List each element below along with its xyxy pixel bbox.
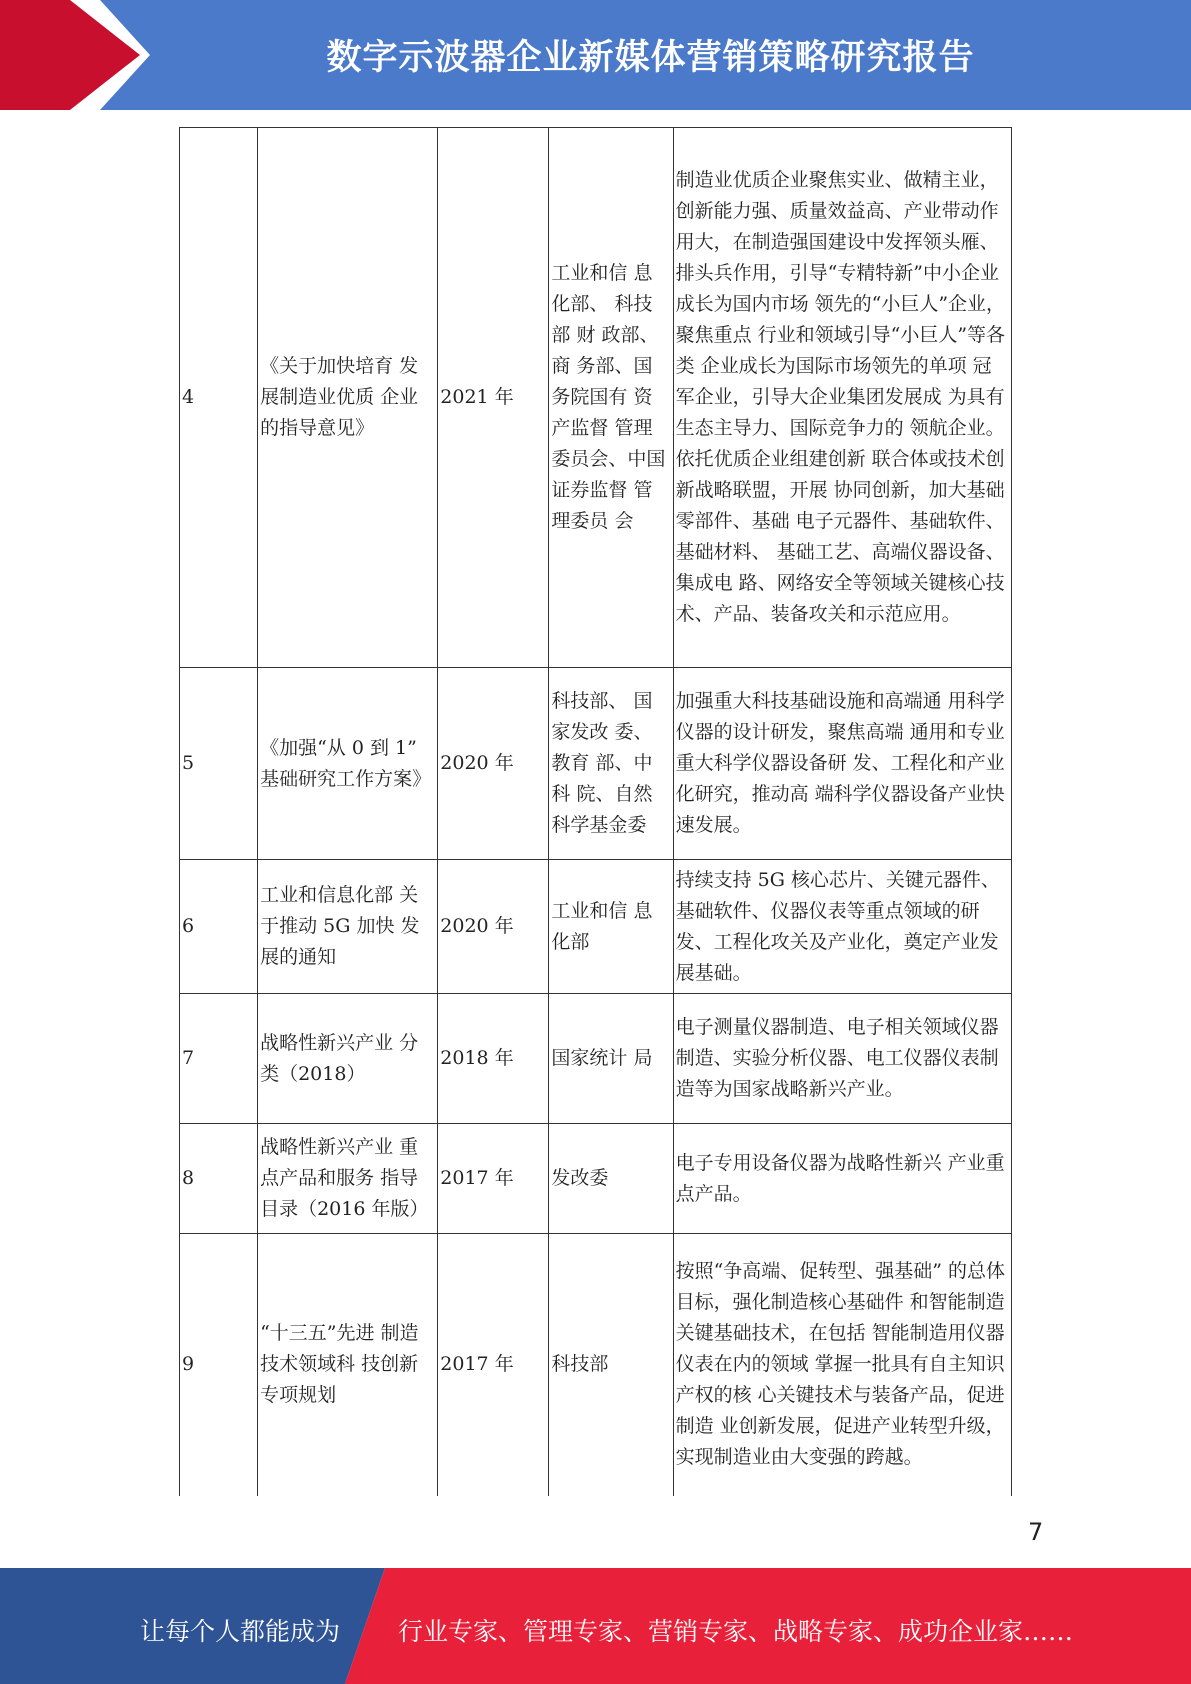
table-row [180,1234,1012,1496]
policy-year: 2020 年 [438,668,549,860]
policy-year: 2017 年 [438,1124,549,1234]
page-number: 7 [1028,1518,1044,1546]
footer-tagline-right: 行业专家、管理专家、营销专家、战略专家、成功企业家…… [398,1617,1074,1646]
policy-name: 战略性新兴产业 重点产品和服务 指导目录（2016 年版） [258,1124,438,1234]
policy-content: 电子测量仪器制造、电子相关领域仪器制造、实验分析仪器、电工仪器仪表制造等为国家战略新兴产业。 [673,994,1011,1124]
page-header [0,0,1191,110]
page-footer [0,1568,1191,1684]
policy-content: 加强重大科技基础设施和高端通 用科学仪器的设计研发，聚焦高端 通用和专业重大科学仪器设备研 发、工程化和产业化研究，推动高 端科学仪器设备产业快速发展。 [673,668,1011,860]
policy-content: 持续支持 5G 核心芯片、关键元器件、基础软件、仪器仪表等重点领域的研发、工程化攻关及产业化，奠定产业发展基础。 [673,860,1011,994]
issuing-department: 科技部、 国家发改 委、教育 部、中科 院、自然科学基金委 [549,668,673,860]
issuing-department: 工业和信 息化部 [549,860,673,994]
table-row [180,128,1012,668]
issuing-department: 工业和信 息化部、 科技部 财 政部、商 务部、国 务院国有 资产监督 管理委员会、中国 证券监督 管理委员 会 [549,128,673,668]
policy-content: 制造业优质企业聚焦实业、做精主业，创新能力强、质量效益高、产业带动作用大，在制造强国建设中发挥领头雁、排头兵作用，引导“专精特新”中小企业成长为国内市场 领先的“小巨人”企业，聚焦重点 行业和领域引导“小巨人”等各类 企业成长为国际市场领先的单项 冠军企业，引导大企业集团发展成 为具有生态主导力、国际竞争力的 领航企业。依托优质企业组建创新 联合体或技术创新战略联盟，开展 协同创新，加大基础零部件、基础 电子元器件、基础软件、基础材料、 基础工艺、高端仪器设备、集成电 路、网络安全等领域关键核心技 术、产品、装备攻关和示范应用。 [673,128,1011,668]
policy-name: “十三五”先进 制造技术领域科 技创新专项规划 [258,1234,438,1496]
policy-table [179,127,1012,1496]
table-row [180,994,1012,1124]
report-title: 数字示波器企业新媒体营销策略研究报告 [326,38,975,78]
row-number: 6 [180,860,258,994]
row-number: 5 [180,668,258,860]
table-row [180,860,1012,994]
table-row [180,668,1012,860]
row-number: 8 [180,1124,258,1234]
policy-year: 2017 年 [438,1234,549,1496]
policy-year: 2018 年 [438,994,549,1124]
policy-name: 《加强“从 0 到 1” 基础研究工作方案》 [258,668,438,860]
policy-year: 2020 年 [438,860,549,994]
issuing-department: 科技部 [549,1234,673,1496]
footer-tagline-left: 让每个人都能成为 [140,1617,341,1646]
policy-year: 2021 年 [438,128,549,668]
policy-name: 工业和信息化部 关于推动 5G 加快 发展的通知 [258,860,438,994]
row-number: 9 [180,1234,258,1496]
table-row [180,1124,1012,1234]
policy-name: 《关于加快培育 发展制造业优质 企业的指导意见》 [258,128,438,668]
issuing-department: 国家统计 局 [549,994,673,1124]
row-number: 4 [180,128,258,668]
issuing-department: 发改委 [549,1124,673,1234]
row-number: 7 [180,994,258,1124]
policy-content: 按照“争高端、促转型、强基础” 的总体目标，强化制造核心基础件 和智能制造关键基础技术，在包括 智能制造用仪器仪表在内的领域 掌握一批具有自主知识产权的核 心关键技术与装备产品，促进制造 业创新发展，促进产业转型升级， 实现制造业由大变强的跨越。 [673,1234,1011,1496]
policy-content: 电子专用设备仪器为战略性新兴 产业重点产品。 [673,1124,1011,1234]
policy-name: 战略性新兴产业 分类（2018） [258,994,438,1124]
